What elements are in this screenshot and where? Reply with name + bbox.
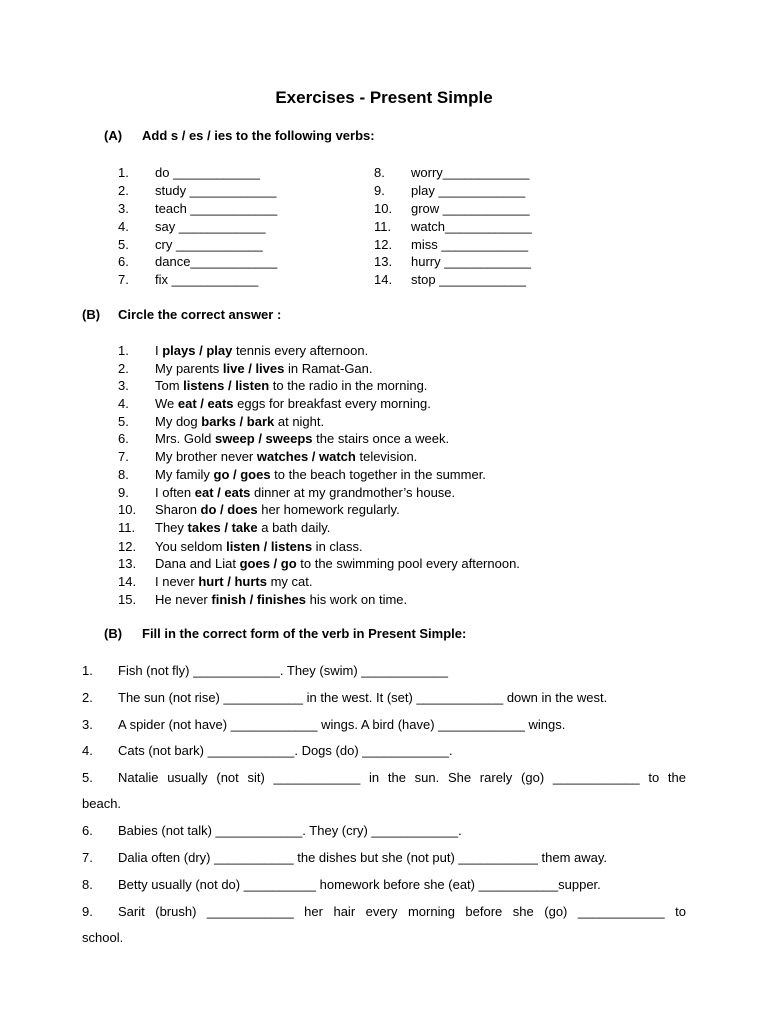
list-item-continuation: beach. — [82, 796, 122, 811]
section-a-letter: (A) — [104, 128, 123, 143]
section-a-title: Add s / es / ies to the following verbs: — [142, 128, 375, 143]
list-item: 3. A spider (not have) ____________ wings. A bird (have) ____________ wings. — [82, 717, 566, 732]
list-item: 8. Betty usually (not do) __________ homework before she (eat) ___________supper. — [82, 877, 601, 892]
page-title: Exercises - Present Simple — [275, 88, 493, 107]
section-c-title: Fill in the correct form of the verb in Present Simple: — [142, 626, 467, 641]
list-item-continuation: school. — [82, 930, 124, 945]
list-item: 5. Natalie usually (not sit) ____________ in the sun. She rarely (go) ____________ to the — [82, 770, 686, 785]
section-c-letter: (B) — [104, 626, 123, 641]
section-b-title: Circle the correct answer : — [118, 307, 282, 322]
list-item: 4. Cats (not bark) ____________. Dogs (do) ____________. — [82, 743, 453, 758]
list-item: 9. Sarit (brush) ____________ her hair every morning before she (go) ____________ to — [82, 904, 686, 919]
section-b-letter: (B) — [82, 307, 101, 322]
list-item: 6. Babies (not talk) ____________. They (cry) ____________. — [82, 823, 462, 838]
list-item: 7. Dalia often (dry) ___________ the dishes but she (not put) ___________ them away. — [82, 850, 608, 865]
list-item: 2. The sun (not rise) ___________ in the west. It (set) ____________ down in the west. — [82, 690, 608, 705]
list-item: 1. Fish (not fly) ____________. They (swim) ____________ — [82, 663, 449, 678]
